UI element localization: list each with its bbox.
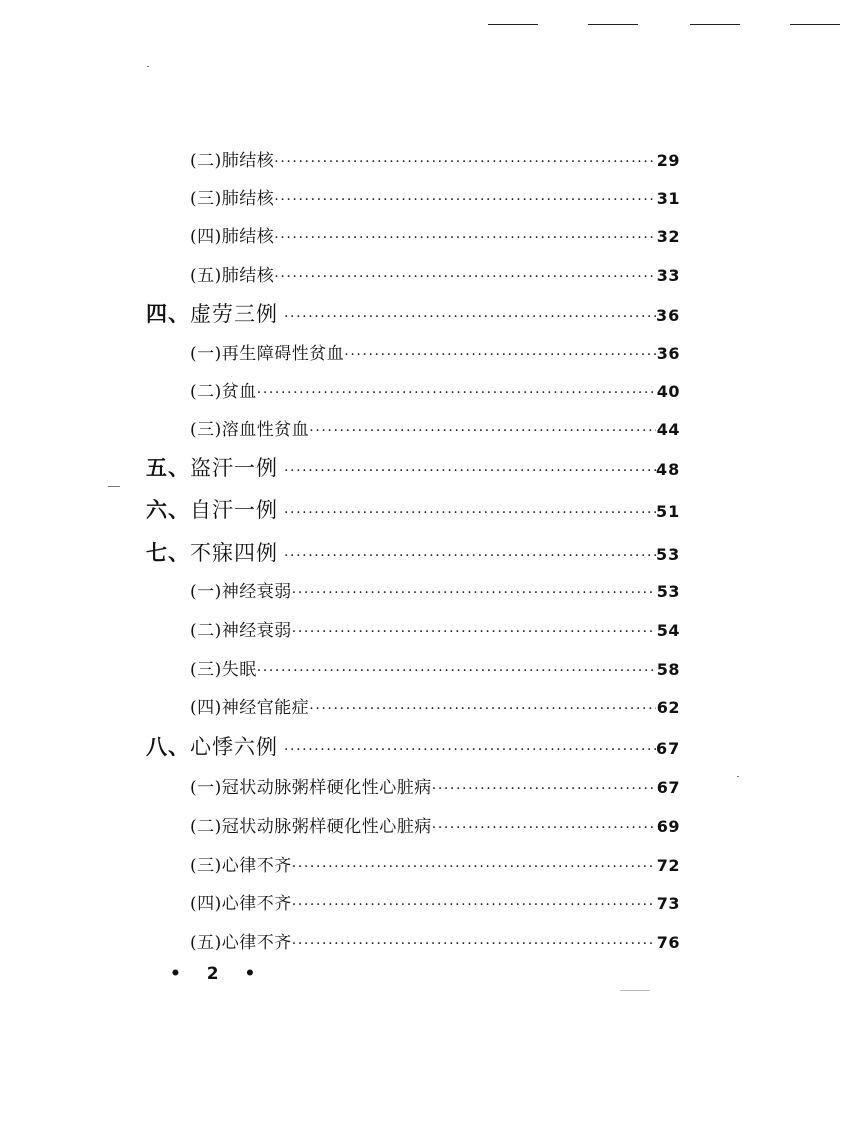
- toc-chapter-number: 六、: [146, 497, 190, 522]
- toc-chapter: [146, 731, 680, 761]
- toc-chapter-number: 七、: [146, 540, 190, 565]
- toc-chapter-page: 36: [656, 306, 681, 325]
- dot-leader: [292, 624, 656, 640]
- dot-leader: [432, 820, 656, 836]
- scan-speck: [620, 990, 650, 991]
- toc-entry-page: 73: [656, 894, 680, 913]
- toc-entry-page: 58: [656, 660, 680, 679]
- toc-entry-title: (四)心律不齐: [190, 894, 292, 914]
- toc-entry-title: (五)肺结核: [190, 266, 275, 286]
- toc-entry: [190, 261, 680, 286]
- toc-entry-title: (三)心律不齐: [190, 856, 292, 876]
- toc-entry-title: (五)心律不齐: [190, 933, 292, 953]
- toc-chapter: [146, 494, 680, 524]
- toc-entry-title: (三)肺结核: [190, 189, 275, 209]
- toc-entry: [190, 377, 680, 402]
- toc-entry: [190, 655, 680, 680]
- toc-entry-page: 44: [656, 420, 680, 439]
- dot-leader: [292, 936, 656, 952]
- toc-entry-page: 62: [656, 698, 680, 717]
- toc-entry: [190, 812, 680, 837]
- toc-entry-title: (三)失眠: [190, 660, 257, 680]
- toc-entry: [190, 146, 680, 171]
- toc-entry-title: (一)再生障碍性贫血: [190, 344, 345, 364]
- page-number: • 2 •: [170, 964, 266, 984]
- dot-leader: [257, 663, 656, 679]
- toc-chapter-page: 67: [656, 739, 681, 758]
- toc-entry-title: (二)贫血: [190, 382, 257, 402]
- toc-entry: [190, 339, 680, 364]
- toc-entry-page: 33: [656, 266, 680, 285]
- top-rule: [588, 24, 638, 25]
- dot-leader: [344, 347, 656, 363]
- toc-entry-page: 72: [656, 856, 680, 875]
- toc-entry-page: 29: [656, 151, 680, 170]
- toc-entry: [190, 928, 680, 953]
- scan-speck: [147, 66, 149, 67]
- toc-entry-page: 76: [656, 933, 680, 952]
- toc-entry-title: (二)冠状动脉粥样硬化性心脏病: [190, 817, 432, 837]
- toc-chapter-page: 53: [656, 545, 681, 564]
- dot-leader: [292, 859, 656, 875]
- toc-chapter: [146, 452, 680, 482]
- toc-entry: [190, 222, 680, 247]
- toc-chapter-title: 自汗一例: [190, 498, 278, 522]
- dot-leader: [274, 269, 656, 285]
- scan-speck: [737, 776, 739, 777]
- top-rule: [488, 24, 538, 25]
- dot-leader: [292, 897, 656, 913]
- toc-entry-title: (四)神经官能症: [190, 698, 310, 718]
- toc-entry: [190, 577, 680, 602]
- toc-chapter-page: 51: [656, 502, 681, 521]
- dot-leader: [257, 385, 656, 401]
- toc-entry-title: (四)肺结核: [190, 227, 275, 247]
- toc-chapter-title: 心悸六例: [190, 735, 278, 759]
- toc-chapter-title: 虚劳三例: [190, 302, 278, 326]
- toc-chapter-page: 48: [656, 460, 681, 479]
- toc-entry-page: 36: [656, 344, 680, 363]
- dot-leader: [274, 154, 656, 170]
- dot-leader: [309, 701, 656, 717]
- toc-entry: [190, 184, 680, 209]
- toc-entry-title: (一)冠状动脉粥样硬化性心脏病: [190, 778, 432, 798]
- toc-chapter: [146, 537, 680, 567]
- dot-leader: [309, 423, 656, 439]
- top-rule: [790, 24, 840, 25]
- toc-entry-page: 53: [656, 582, 680, 601]
- dot-leader: [284, 463, 656, 479]
- toc-chapter-number: 八、: [146, 734, 190, 759]
- toc-entry-page: 40: [656, 382, 680, 401]
- dot-leader: [284, 505, 656, 521]
- toc-entry: [190, 693, 680, 718]
- toc-chapter-number: 五、: [146, 455, 190, 480]
- dot-leader: [274, 192, 656, 208]
- toc-entry-title: (二)神经衰弱: [190, 621, 292, 641]
- toc-entry: [190, 851, 680, 876]
- dot-leader: [284, 548, 656, 564]
- toc-entry-page: 32: [656, 227, 680, 246]
- scan-speck: [108, 486, 120, 487]
- dot-leader: [432, 781, 656, 797]
- dot-leader: [284, 742, 656, 758]
- toc-chapter-title: 不寐四例: [190, 541, 278, 565]
- toc-entry-title: (二)肺结核: [190, 151, 275, 171]
- dot-leader: [284, 309, 656, 325]
- toc-entry: [190, 616, 680, 641]
- toc-entry: [190, 773, 680, 798]
- toc-entry: [190, 889, 680, 914]
- toc-chapter: [146, 298, 680, 328]
- toc-entry-page: 31: [656, 189, 680, 208]
- dot-leader: [292, 585, 656, 601]
- top-rule: [690, 24, 740, 25]
- toc-entry-page: 67: [656, 778, 680, 797]
- toc-chapter-number: 四、: [146, 301, 190, 326]
- toc-chapter-title: 盗汗一例: [190, 456, 278, 480]
- toc-entry: [190, 415, 680, 440]
- dot-leader: [274, 230, 656, 246]
- toc-entry-title: (三)溶血性贫血: [190, 420, 310, 440]
- toc-entry-page: 69: [656, 817, 680, 836]
- toc-entry-page: 54: [656, 621, 680, 640]
- toc-entry-title: (一)神经衰弱: [190, 582, 292, 602]
